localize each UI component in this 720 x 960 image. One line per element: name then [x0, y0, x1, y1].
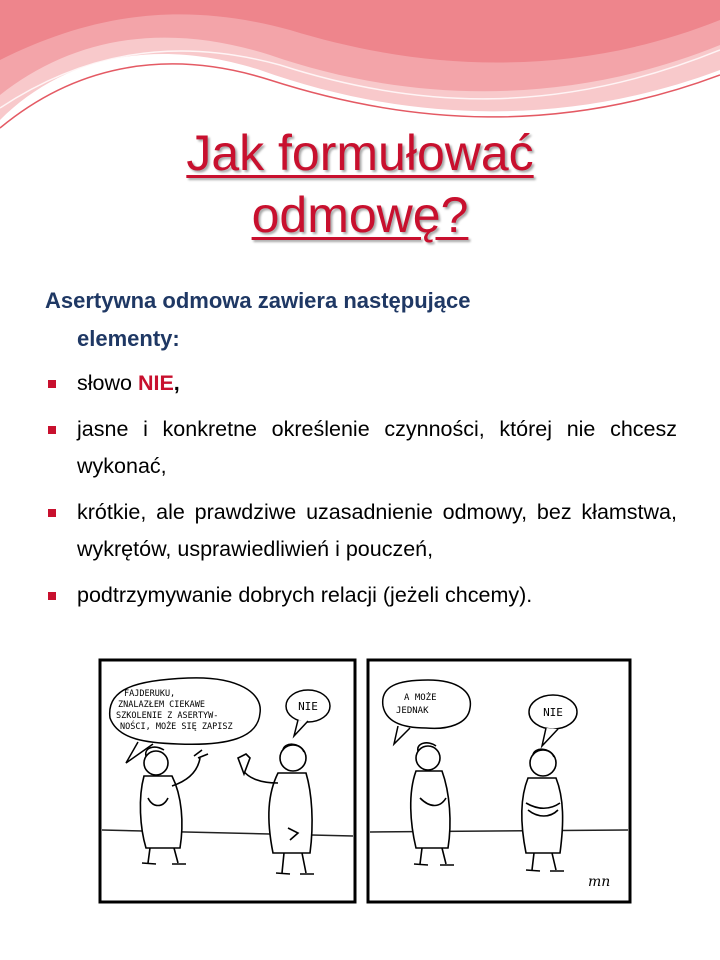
list-item — [45, 365, 677, 402]
intro-text — [45, 282, 685, 358]
list-item — [45, 411, 677, 485]
title-line-2: odmowę? — [251, 187, 469, 243]
list-item — [45, 494, 677, 568]
panel-1-bubble-right-text: NIE — [298, 700, 318, 713]
bullet-square-icon — [48, 380, 56, 388]
panel-2-bubble-right-text: NIE — [543, 706, 563, 719]
comic-panel-2 — [368, 660, 630, 902]
bullet-1-suffix: , — [173, 371, 180, 395]
bullet-list — [45, 365, 677, 623]
panel-2-bubble-left-text: A MOŻE JEDNAK — [396, 693, 437, 716]
title-line-1: Jak formułować — [186, 125, 534, 181]
bullet-1-prefix: słowo — [77, 371, 138, 395]
comic-signature: mn — [588, 874, 611, 890]
intro-line-2: elementy: — [77, 326, 180, 351]
intro-line-1: Asertywna odmowa zawiera następujące — [45, 288, 471, 313]
bullet-square-icon — [48, 509, 56, 517]
panel-1-bubble-left-text: FAJDERUKU, ZNALAZŁEM CIEKAWE SZKOLENIE Z ASERTYW- NOŚCI, MOŻE SIĘ ZAPISZ — [116, 689, 233, 732]
bullet-3-text: krótkie, ale prawdziwe uzasadnienie odmowy, bez kłamstwa, wykrętów, usprawiedliwień i pouczeń, — [77, 500, 677, 561]
bullet-square-icon — [48, 592, 56, 600]
comic-panel-1 — [100, 660, 355, 902]
bullet-1-highlight: NIE — [137, 371, 174, 395]
bullet-4-text: podtrzymywanie dobrych relacji (jeżeli chcemy). — [77, 583, 533, 607]
page-title — [0, 122, 720, 246]
comic-strip-image — [98, 658, 634, 904]
bullet-2-text: jasne i konkretne określenie czynności, której nie chcesz wykonać, — [77, 417, 677, 478]
bullet-square-icon — [48, 426, 56, 434]
list-item — [45, 577, 677, 614]
